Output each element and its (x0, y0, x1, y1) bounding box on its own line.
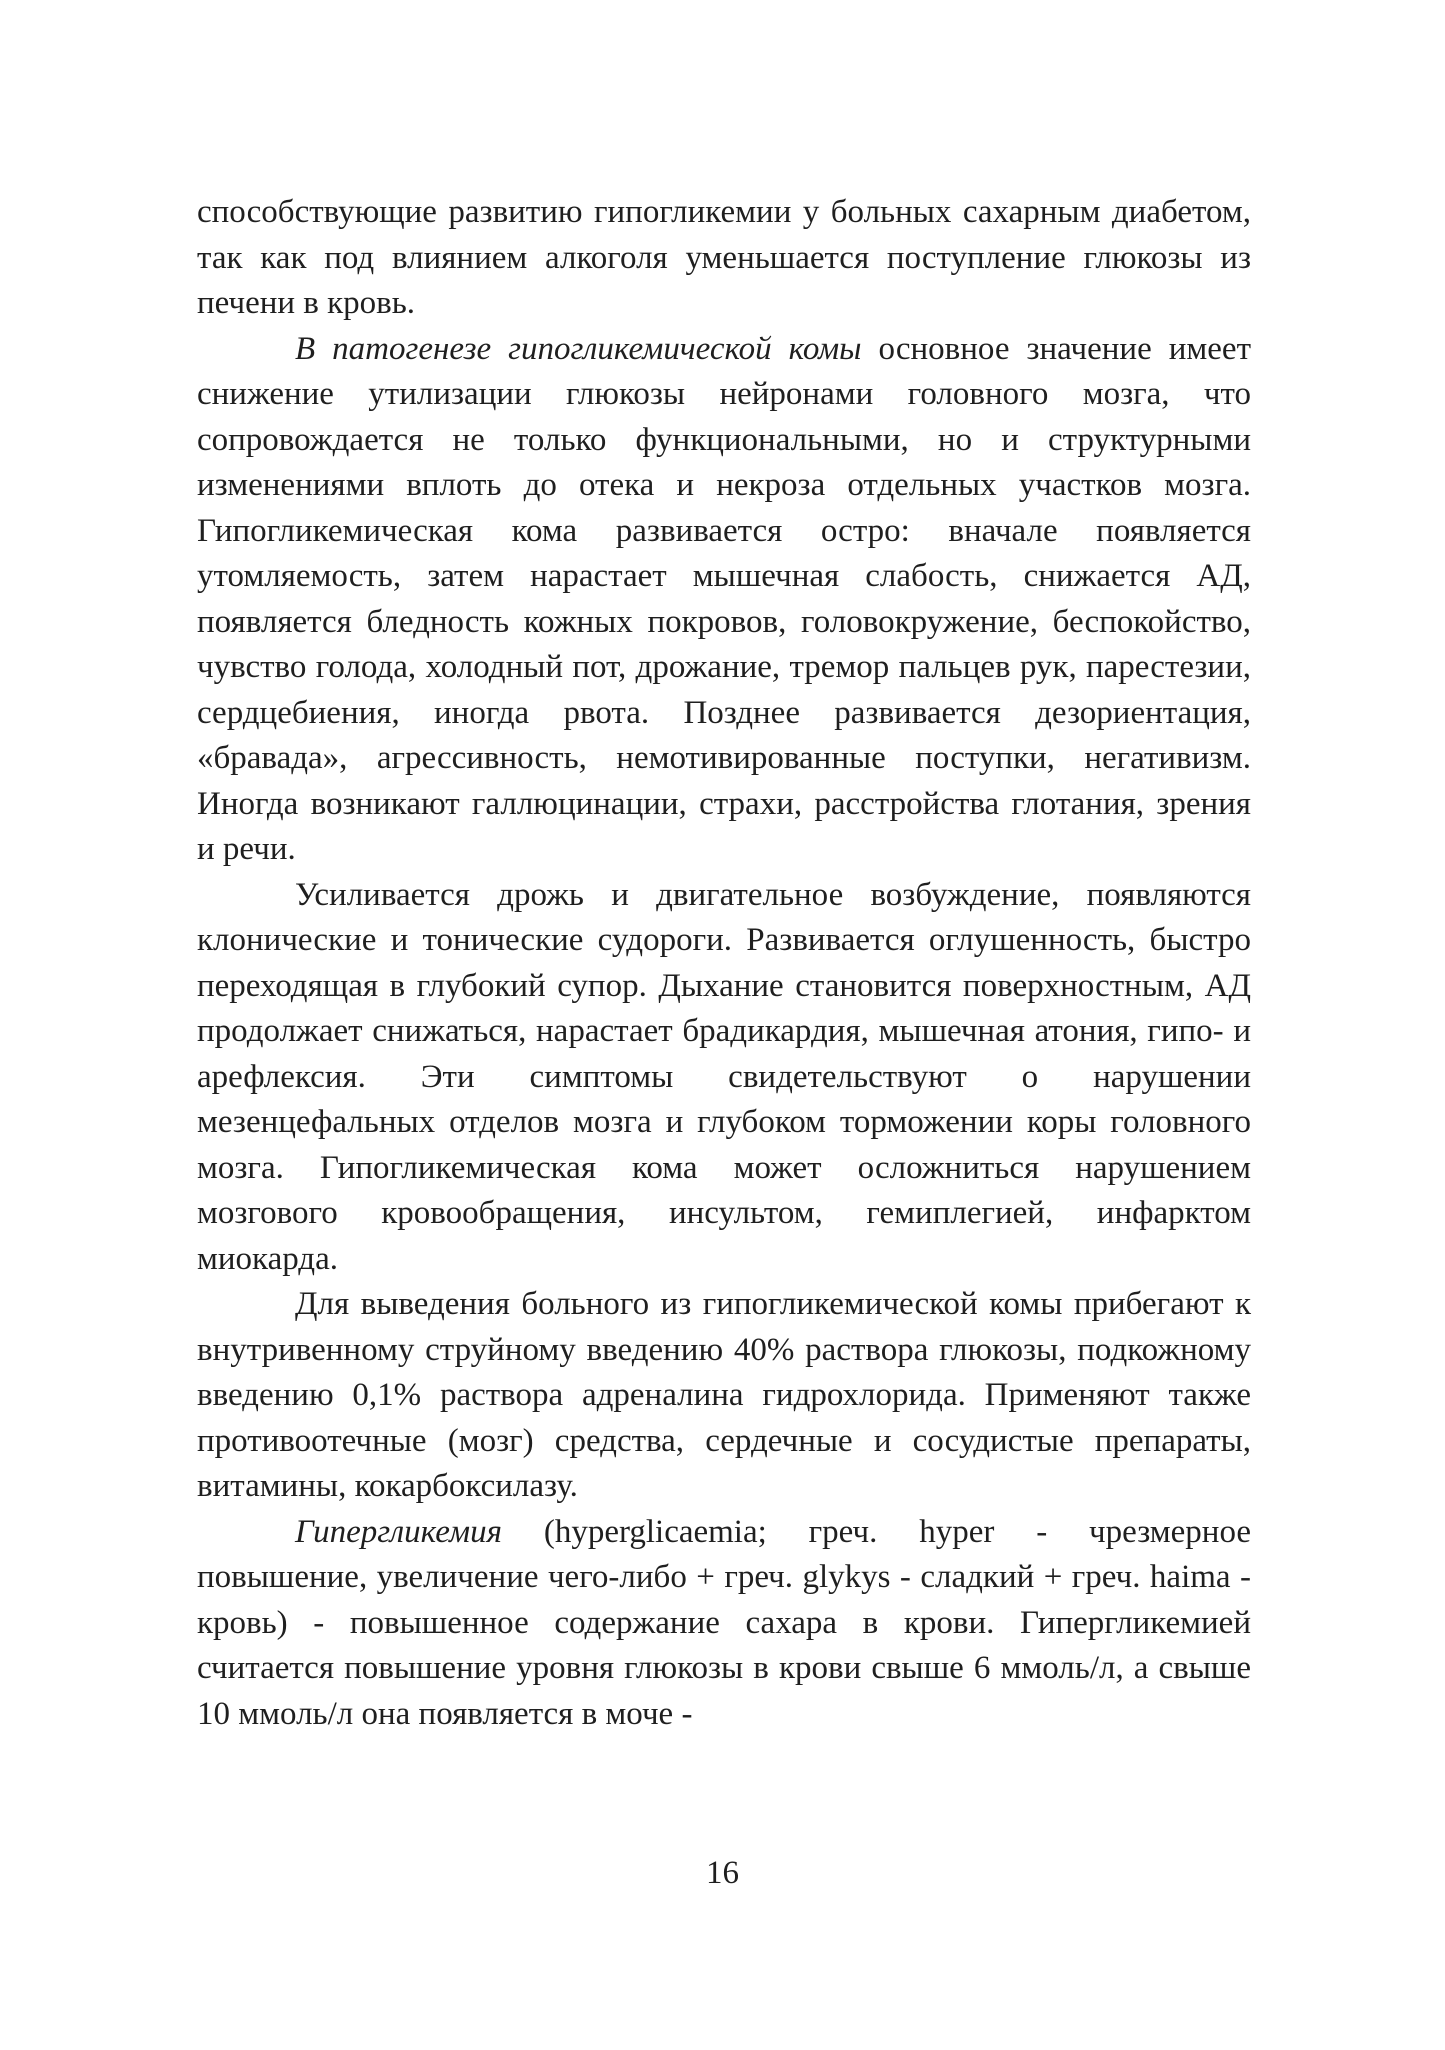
body-text (197, 190, 1251, 1737)
paragraph-5-text: (hyperglicaemia; греч. hyper - чрезмерное повышение, увеличение чего-либо + греч. glykys - сладкий + греч. haima - кровь) - повышенное содержание сахара в крови. Гипергликемией считается повышение уровня глюкозы в крови свыше 6 ммоль/л, а свыше 10 ммоль/л она появляется в моче - (197, 1513, 1251, 1732)
paragraph-3-text: Усиливается дрожь и двигательное возбуждение, появляются клонические и тонические судороги. Развивается оглушенность, быстро переходящая в глубокий супор. Дыхание становится поверхностным, АД продолжает снижаться, нарастает брадикардия, мышечная атония, гипо- и арефлексия. Эти симптомы свидетельствуют о нарушении мезенцефальных отделов мозга и глубоком торможении коры головного мозга. Гипогликемическая кома может осложниться нарушением мозгового кровообращения, инсультом, гемиплегией, инфарктом миокарда. (197, 876, 1251, 1277)
paragraph-2-text: основное значение имеет снижение утилизации глюкозы нейронами головного мозга, что сопровождается не только функциональными, но и структурными изменениями вплоть до отека и некроза отдельных участков мозга. Гипогликемическая кома развивается остро: вначале появляется утомляемость, затем нарастает мышечная слабость, снижается АД, появляется бледность кожных покровов, головокружение, беспокойство, чувство голода, холодный пот, дрожание, тремор пальцев рук, парестезии, сердцебиения, иногда рвота. Позднее развивается дезориентация, «бравада», агрессивность, немотивированные поступки, негативизм. Иногда возникают галлюцинации, страхи, расстройства глотания, зрения и речи. (197, 330, 1251, 867)
paragraph-1-text: способствующие развитию гипогликемии у больных сахарным диабетом, так как под влиянием алкоголя уменьшается поступление глюкозы из печени в кровь. (197, 194, 1251, 321)
paragraph-3 (197, 873, 1251, 1283)
paragraph-1 (197, 190, 1251, 327)
page-number: 16 (706, 1855, 739, 1891)
paragraph-2 (197, 327, 1251, 873)
paragraph-5-lead-italic: Гипергликемия (295, 1513, 502, 1550)
paragraph-2-lead-italic: В патогенезе гипогликемической комы (295, 330, 862, 367)
paragraph-5 (197, 1510, 1251, 1738)
paragraph-4 (197, 1282, 1251, 1510)
paragraph-4-text: Для выведения больного из гипогликемической комы прибегают к внутривенному струйному введению 40% раствора глюкозы, подкожному введению 0,1% раствора адреналина гидрохлорида. Применяют также противоотечные (мозг) средства, сердечные и сосудистые препараты, витамины, кокарбоксилазу. (197, 1286, 1251, 1504)
